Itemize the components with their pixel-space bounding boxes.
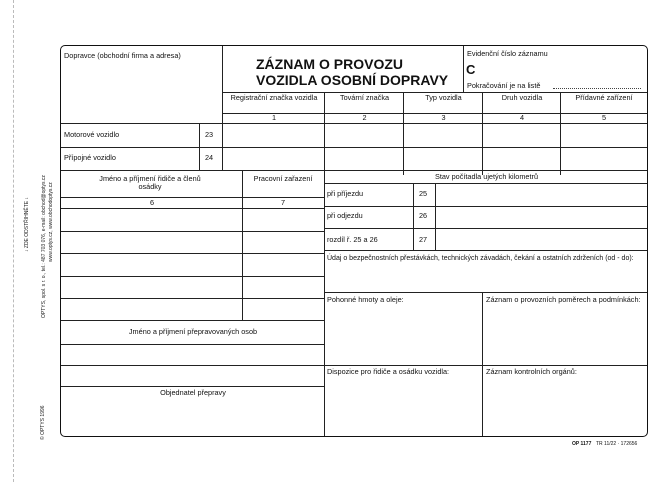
crew-name-label: Jméno a příjmení řidiče a členů osádky [99,174,201,192]
conditions-field[interactable] [483,306,646,364]
odometer-num-25: 25 [419,189,428,198]
trailer-row[interactable] [223,148,646,170]
continued-label: Pokračování je na listě [467,81,541,90]
copyright: © OPTYS 1996 [40,405,46,440]
title-line-2: VOZIDLA OSOBNÍ DOPRAVY [256,72,449,88]
continued-field[interactable] [553,88,641,89]
odometer-arrival-label: při příjezdu [327,189,364,198]
odometer-title: Stav počítadla ujetých kilometrů [434,172,539,181]
col-num-2: 2 [362,113,367,122]
crew-names-field[interactable] [62,209,241,319]
form-title [256,56,448,88]
col-num-5: 5 [601,113,607,122]
fuel-label: Pohonné hmoty a oleje: [327,295,404,304]
passengers-field[interactable] [62,345,323,385]
cut-here-label: ↓ ZDE ODSTŘIHNĚTE ↓ [24,196,30,252]
odometer-difference-field[interactable] [436,229,646,249]
control-field[interactable] [483,378,646,435]
col-label-make: Tovární značka [339,93,390,102]
record-number-label: Evidenční číslo záznamu [467,49,548,58]
publisher-web: www.optys.cz, www.obchodoptys.cz [48,182,54,262]
orderer-label: Objednatel přepravy [160,388,226,397]
fuel-field[interactable] [325,306,481,364]
col-num-3: 3 [441,113,446,122]
dispatch-field[interactable] [325,378,481,435]
odometer-departure-label: při odjezdu [327,211,363,220]
record-letter: C [466,62,476,77]
col-num-4: 4 [519,113,525,122]
title-line-1: ZÁZNAM O PROVOZU [256,56,403,72]
row-num-23: 23 [205,130,214,139]
col-num-1: 1 [271,113,277,122]
publisher-info: OPTYS, spol. s r. o., tel.: 487 703 076, e-mail: obchod@optys.cz [41,175,47,318]
col-label-registration: Registrační značka vozidla [230,93,318,102]
orderer-field[interactable] [62,400,323,435]
crew-name-num: 6 [149,198,155,207]
row-label-motor-vehicle: Motorové vozidlo [64,130,120,139]
col-label-type: Typ vozidla [425,93,462,102]
crew-role-num: 7 [280,198,286,207]
odometer-num-27: 27 [419,235,428,244]
carrier-label: Dopravce (obchodní firma a adresa) [64,51,181,60]
form-code: OP 1177 [572,441,592,447]
row-num-24: 24 [205,153,214,162]
control-label: Záznam kontrolních orgánů: [486,367,577,376]
dispatch-label: Dispozice pro řidiče a osádku vozidla: [327,367,450,376]
cut-line [13,0,14,482]
carrier-field[interactable] [62,60,220,92]
form-code-detail: TR 11/22 · 172656 [596,441,638,447]
motor-vehicle-row[interactable] [223,124,646,146]
col-label-equipment: Přídavné zařízení [575,93,633,102]
odometer-difference-label: rozdíl ř. 25 a 26 [327,235,378,244]
crew-role-label: Pracovní zařazení [253,174,313,183]
odometer-departure-field[interactable] [436,207,646,228]
passengers-label: Jméno a příjmení přepravovaných osob [128,327,258,336]
safety-breaks-field[interactable] [325,265,646,291]
col-label-kind: Druh vozidla [501,93,543,102]
row-label-trailer: Přípojné vozidlo [64,153,116,162]
conditions-label: Záznam o provozních poměrech a podmínkách: [486,295,641,304]
crew-roles-field[interactable] [243,209,323,319]
safety-breaks-label: Údaj o bezpečnostních přestávkách, technických závadách, čekání a ostatních zdrženích (od - do): [327,255,634,262]
odometer-arrival-field[interactable] [436,184,646,205]
odometer-num-26: 26 [419,211,428,220]
